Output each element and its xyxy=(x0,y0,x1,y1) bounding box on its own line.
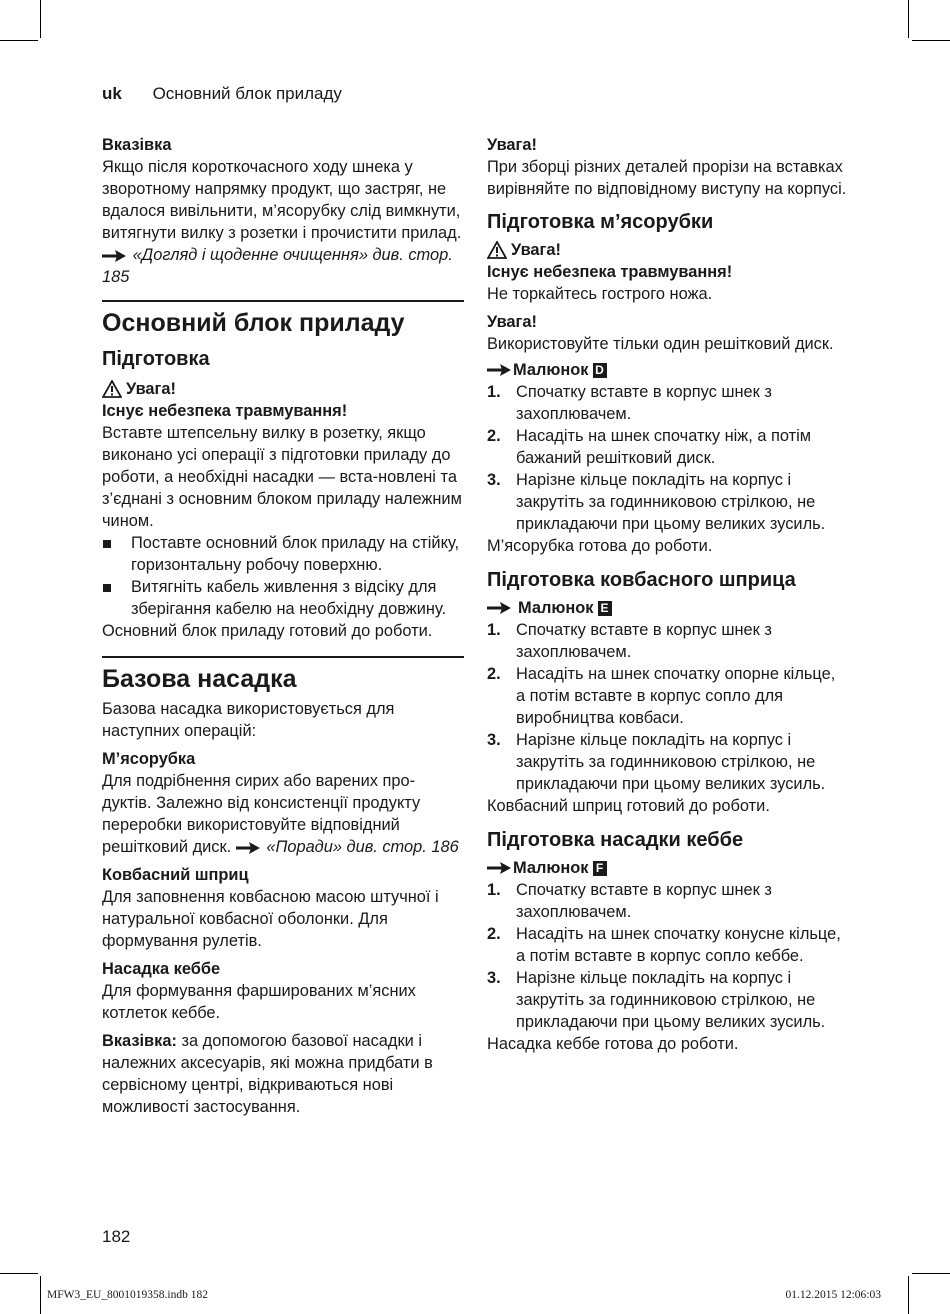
step-number: 3. xyxy=(487,731,501,749)
figure-label: Малюнок xyxy=(513,361,589,379)
arrow-right-icon xyxy=(236,842,260,854)
danger-label: Існує небезпека травмування! xyxy=(102,402,348,420)
mincer-reference-link[interactable]: «Поради» див. стор. 186 xyxy=(266,838,459,856)
figure-letter-badge: F xyxy=(593,861,607,876)
list-item xyxy=(487,663,847,729)
step-number: 2. xyxy=(487,925,501,943)
step-text: Насадіть на шнек спочатку ніж, а потім бажаний решітковий диск. xyxy=(516,427,812,467)
step-text: Нарізне кільце покладіть на корпус і закрутіть за годинниковою стрілкою, не прикладаючи при цьому великих зусиль. xyxy=(516,731,826,793)
danger-text: Не торкайтесь гострого ножа. xyxy=(487,285,713,303)
warning-heading xyxy=(487,239,847,261)
kebbe-steps-list xyxy=(487,879,847,1033)
warning-triangle-icon xyxy=(102,380,122,398)
list-item xyxy=(487,469,847,535)
section-title-main-unit: Основний блок приладу xyxy=(102,300,464,338)
list-item xyxy=(487,967,847,1033)
step-text: Спочатку вставте в корпус шнек з захоплювачем. xyxy=(516,383,772,423)
attention-label-2: Увага! xyxy=(487,313,537,331)
crop-mark xyxy=(0,1273,38,1274)
warning-triangle-icon xyxy=(487,241,507,259)
arrow-right-icon xyxy=(487,364,511,376)
step-text: Нарізне кільце покладіть на корпус і закрутіть за годинниковою стрілкою, не прикладаючи при цьому великих зусиль. xyxy=(516,969,826,1031)
crop-mark xyxy=(40,0,41,38)
footer-file-info: MFW3_EU_8001019358.indb 182 xyxy=(47,1289,208,1301)
list-item xyxy=(487,879,847,923)
hint-paragraph xyxy=(102,1030,464,1118)
list-item: Витягніть кабель живлення з відсіку для зберігання кабелю на необхідну довжину. xyxy=(102,576,464,620)
header-title: Основний блок приладу xyxy=(152,84,342,103)
page-number: 182 xyxy=(102,1227,131,1246)
step-number: 1. xyxy=(487,881,501,899)
list-item: Поставте основний блок приладу на стійку, горизонтальну робочу поверхню. xyxy=(102,532,464,576)
step-text: Спочатку вставте в корпус шнек з захоплювачем. xyxy=(516,881,772,921)
attention-text-2: Використовуйте тільки один решітковий диск. xyxy=(487,335,834,353)
subsection-title-kebbe-prep: Підготовка насадки кеббе xyxy=(487,829,744,851)
warning-label: Увага! xyxy=(511,241,561,259)
preparation-bullet-list xyxy=(102,532,464,620)
kebbe-text: Для формування фаршированих м’ясних котлеток кеббе. xyxy=(102,982,416,1022)
step-text: Нарізне кільце покладіть на корпус і закрутіть за годинниковою стрілкою, не прикладаючи при цьому великих зусиль. xyxy=(516,471,826,533)
crop-mark xyxy=(908,1276,909,1314)
subsection-title-preparation: Підготовка xyxy=(102,348,210,370)
right-column xyxy=(487,134,847,1055)
ready-text: Основний блок приладу готовий до роботи. xyxy=(102,622,433,640)
step-text: Насадіть на шнек спочатку конусне кільце, а потім вставте в корпус сопло кеббе. xyxy=(516,925,841,965)
crop-mark xyxy=(0,40,38,41)
figure-letter-badge: E xyxy=(598,601,612,616)
attention-label: Увага! xyxy=(487,136,537,154)
note-label: Вказівка xyxy=(102,136,172,154)
step-text: Спочатку вставте в корпус шнек з захоплювачем. xyxy=(516,621,772,661)
list-item xyxy=(487,425,847,469)
step-number: 2. xyxy=(487,665,501,683)
crop-mark xyxy=(912,1273,950,1274)
step-number: 1. xyxy=(487,621,501,639)
mincer-label: М’ясорубка xyxy=(102,750,196,768)
warning-label: Увага! xyxy=(126,380,176,398)
figure-label: Малюнок xyxy=(513,859,589,877)
list-item xyxy=(487,619,847,663)
crop-mark xyxy=(908,0,909,38)
note-reference-link[interactable]: «Догляд і щоденне очищення» див. стор. 185 xyxy=(102,246,453,286)
sausage-steps-list xyxy=(487,619,847,795)
danger-label: Існує небезпека травмування! xyxy=(487,263,733,281)
warning-heading xyxy=(102,378,464,400)
figure-label: Малюнок xyxy=(518,599,594,617)
arrow-right-icon xyxy=(487,862,511,874)
running-header xyxy=(102,84,342,104)
figure-reference-f xyxy=(487,857,847,879)
step-number: 3. xyxy=(487,969,501,987)
sausage-text: Для заповнення ковбасною масою штучної і натуральної ковбасної оболонки. Для формування рулетів. xyxy=(102,888,439,950)
figure-reference-d xyxy=(487,359,847,381)
sausage-label: Ковбасний шприц xyxy=(102,866,249,884)
crop-mark xyxy=(912,40,950,41)
step-number: 2. xyxy=(487,427,501,445)
list-item xyxy=(487,381,847,425)
language-code: uk xyxy=(102,84,122,103)
mincer-ready-text: М’ясорубка готова до роботи. xyxy=(487,537,713,555)
subsection-title-sausage-prep: Підготовка ковбасного шприца xyxy=(487,569,796,591)
note-paragraph xyxy=(102,156,464,288)
footer-timestamp: 01.12.2015 12:06:03 xyxy=(785,1289,881,1301)
left-column xyxy=(102,134,464,1118)
list-item xyxy=(487,729,847,795)
section-title-base-attachment: Базова насадка xyxy=(102,656,464,694)
crop-mark xyxy=(40,1276,41,1314)
step-text: Насадіть на шнек спочатку опорне кільце, а потім вставте в корпус сопло для виробництва ковбаси. xyxy=(516,665,836,727)
figure-letter-badge: D xyxy=(593,363,607,378)
step-number: 1. xyxy=(487,383,501,401)
figure-reference-e xyxy=(487,597,847,619)
sausage-ready-text: Ковбасний шприц готовий до роботи. xyxy=(487,797,770,815)
mincer-text: Для подрібнення сирих або варених про-дуктів. Залежно від консистенції продукту переробки використовуйте відповідний решітковий диск. xyxy=(102,772,421,856)
kebbe-ready-text: Насадка кеббе готова до роботи. xyxy=(487,1035,739,1053)
mincer-paragraph xyxy=(102,770,464,858)
hint-label: Вказівка: xyxy=(102,1032,177,1050)
hint-text: за допомогою базової насадки і належних аксесуарів, які можна придбати в сервісному центрі, відкриваються нові можливості застосування. xyxy=(102,1032,433,1116)
step-number: 3. xyxy=(487,471,501,489)
arrow-right-icon xyxy=(487,602,511,614)
kebbe-label: Насадка кеббе xyxy=(102,960,221,978)
subsection-title-mincer-prep: Підготовка м’ясорубки xyxy=(487,211,714,233)
mincer-steps-list xyxy=(487,381,847,535)
base-intro-text: Базова насадка використовується для наступних операцій: xyxy=(102,700,395,740)
arrow-right-icon xyxy=(102,250,126,262)
preparation-text: Вставте штепсельну вилку в розетку, якщо виконано усі операції з підготовки приладу до роботи, а необхідні насадки — вста-новлені та з’єднані з основним блоком приладу належним чином. xyxy=(102,424,462,530)
list-item xyxy=(487,923,847,967)
note-text: Якщо після короткочасного ходу шнека у зворотному напрямку продукт, що застряг, не вдалося вивільнити, м’ясорубку слід вимкнути, витягнути вилку з розетки і прочистити прилад. xyxy=(102,158,462,242)
attention-text: При зборці різних деталей прорізи на вставках вирівняйте по відповідному виступу на корпусі. xyxy=(487,158,847,198)
